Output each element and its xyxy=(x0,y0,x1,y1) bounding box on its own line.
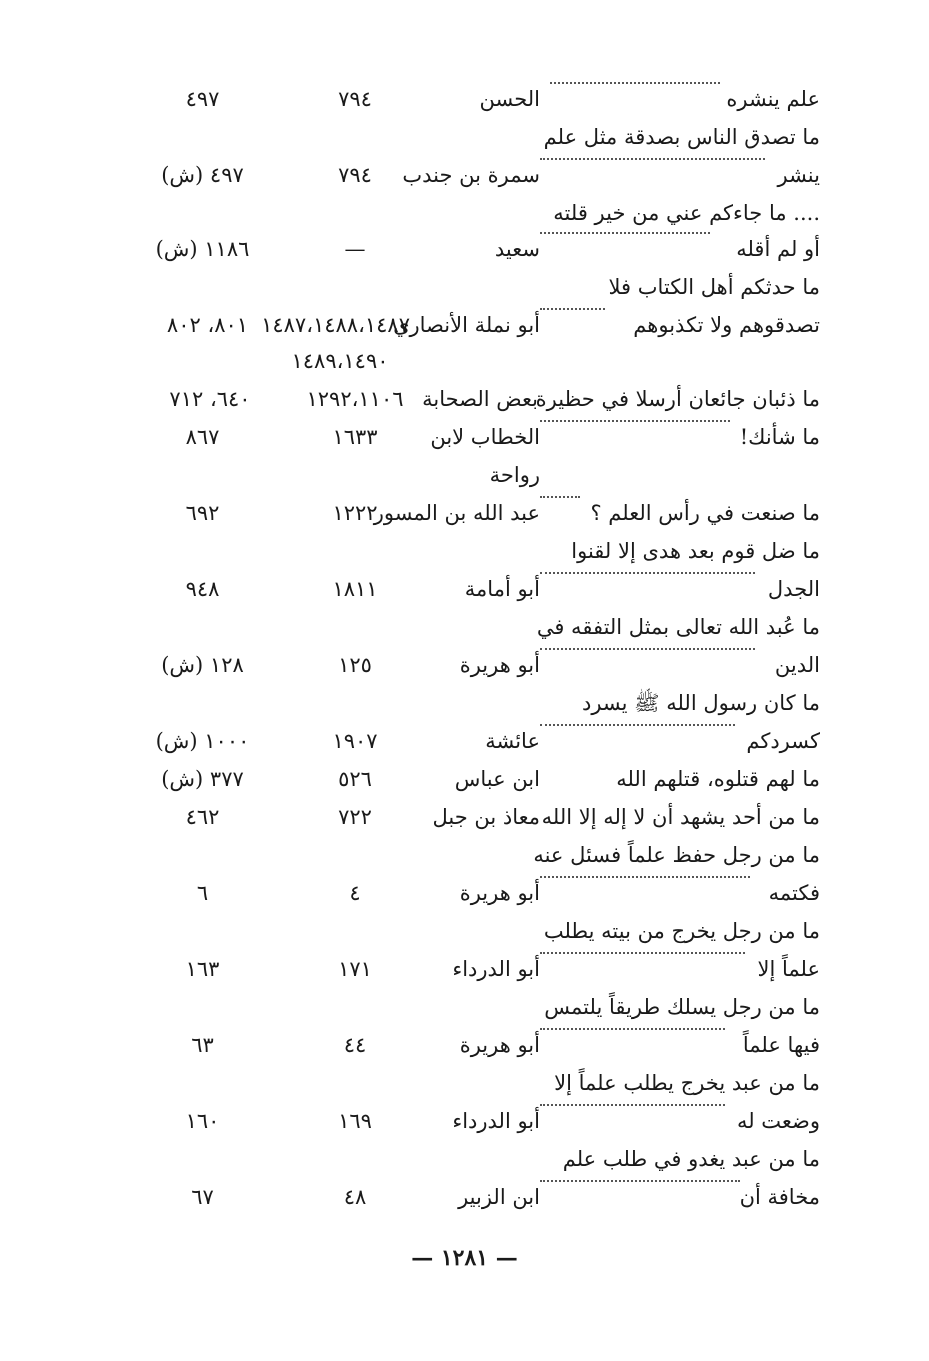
hadith-number: ١٢٢٢ xyxy=(332,501,378,525)
leader-dots xyxy=(540,496,580,498)
leader-dots xyxy=(540,308,605,310)
index-line xyxy=(140,686,820,720)
narrator: أبو الدرداء xyxy=(452,957,540,981)
hadith-number: ١٢٩٢،١١٠٦ xyxy=(306,387,404,411)
leader-dots xyxy=(550,82,720,84)
entry-text: أو لم أقله xyxy=(736,237,820,261)
index-line xyxy=(140,1104,820,1138)
index-line xyxy=(140,572,820,606)
narrator: ابن الزبير xyxy=(458,1185,540,1209)
page-number: ١١٨٦ (ش) xyxy=(155,237,250,261)
hadith-number: ١٤٨٧،١٤٨٨،١٤٨٧ xyxy=(261,313,410,337)
narrator: ابن عباس xyxy=(454,767,540,791)
index-line xyxy=(140,232,820,266)
entry-text: ما لهم قتلوه، قتلهم الله xyxy=(616,767,820,791)
entry-text: .... ما جاءكم عني من خير قلته xyxy=(553,201,820,225)
index-line xyxy=(140,952,820,986)
index-line xyxy=(140,120,820,154)
hadith-number: ١٢٥ xyxy=(338,653,372,677)
narrator: سعيد xyxy=(494,237,540,261)
narrator: بعض الصحابة xyxy=(422,387,538,411)
page-number: ٨٦٧ xyxy=(185,425,220,449)
hadith-number: ٥٢٦ xyxy=(338,767,372,791)
entry-text: الجدل xyxy=(767,577,820,601)
page-number: ٨٠١، ٨٠٢ xyxy=(166,313,249,337)
hadith-number: ١٤٨٩،١٤٩٠ xyxy=(291,349,389,373)
entry-text: الدين xyxy=(774,653,820,677)
index-line xyxy=(140,496,820,530)
entry-text: ما تصدق الناس بصدقة مثل علم xyxy=(543,125,820,149)
entry-text: ما من رجل حفظ علماً فسئل عنه xyxy=(533,843,820,867)
hadith-number: ٧٩٤ xyxy=(338,87,372,111)
page-number: ١٠٠٠ (ش) xyxy=(155,729,250,753)
page-number: ١٢٨ (ش) xyxy=(161,653,244,677)
leader-dots xyxy=(540,158,765,160)
page-number: ٦٣ xyxy=(191,1033,214,1057)
hadith-number: ١٩٠٧ xyxy=(332,729,378,753)
index-line xyxy=(140,990,820,1024)
leader-dots xyxy=(540,1104,725,1106)
leader-dots xyxy=(540,1028,725,1030)
index-line xyxy=(140,270,820,304)
index-line xyxy=(140,838,820,872)
page-number: ١٦٠ xyxy=(185,1109,220,1133)
page-number: ٦ xyxy=(196,881,209,905)
entry-text: ينشر xyxy=(777,163,820,187)
index-line xyxy=(140,1028,820,1062)
index-line xyxy=(140,914,820,948)
page-number: ٦٩٢ xyxy=(185,501,220,525)
leader-dots xyxy=(540,876,750,878)
entry-text: ما عُبد الله تعالى بمثل التفقه في xyxy=(536,615,820,639)
entry-text: ما شأنك! xyxy=(739,425,820,449)
narrator: أبو هريرة xyxy=(459,881,540,905)
index-line xyxy=(140,648,820,682)
hadith-number: ١٧١ xyxy=(338,957,372,981)
page-number: ٤٦٢ xyxy=(185,805,220,829)
entry-text: فيها علماً xyxy=(742,1033,820,1057)
index-line xyxy=(140,610,820,644)
narrator: عائشة xyxy=(485,729,540,753)
index-line xyxy=(140,344,820,378)
narrator: أبو أمامة xyxy=(464,577,540,601)
page-number: ٣٧٧ (ش) xyxy=(161,767,244,791)
narrator: أبو الدرداء xyxy=(452,1109,540,1133)
narrator: أبو هريرة xyxy=(459,1033,540,1057)
narrator: الحسن xyxy=(479,87,540,111)
narrator: معاذ بن جبل xyxy=(432,805,540,829)
entry-text: ما من أحد يشهد أن لا إله إلا الله xyxy=(541,805,820,829)
entry-text: ما ذئبان جائعان أرسلا في حظيرة xyxy=(535,387,820,411)
leader-dots xyxy=(540,1180,740,1182)
page-number: ٦٤٠، ٧١٢ xyxy=(169,387,251,411)
index-line xyxy=(140,800,820,834)
index-line xyxy=(140,382,820,416)
index-line xyxy=(140,158,820,192)
entry-text: ما من رجل يخرج من بيته يطلب xyxy=(543,919,820,943)
index-line xyxy=(140,876,820,910)
hadith-number: — xyxy=(344,237,366,261)
entry-text: ما حدثكم أهل الكتاب فلا xyxy=(608,275,820,299)
leader-dots xyxy=(540,420,730,422)
leader-dots xyxy=(540,952,745,954)
index-line xyxy=(140,420,820,454)
hadith-number: ٤٤ xyxy=(343,1033,367,1057)
index-line xyxy=(140,308,820,342)
page-number: ٤٩٧ (ش) xyxy=(161,163,244,187)
hadith-number: ١٦٩ xyxy=(338,1109,372,1133)
narrator: الخطاب لابن xyxy=(430,425,540,449)
entry-text: تصدقوهم ولا تكذبوهم xyxy=(633,313,820,337)
entry-text: وضعت له xyxy=(736,1109,820,1133)
index-line xyxy=(140,1180,820,1214)
hadith-number: ١٦٣٣ xyxy=(332,425,378,449)
leader-dots xyxy=(540,572,755,574)
index-line xyxy=(140,82,820,116)
entry-text: علم ينشره xyxy=(726,87,820,111)
entry-text: ما من عبد يغدو في طلب علم xyxy=(562,1147,820,1171)
hadith-number: ٤٨ xyxy=(343,1185,367,1209)
hadith-number: ١٨١١ xyxy=(332,577,378,601)
entry-text: ما من عبد يخرج يطلب علماً إلا xyxy=(554,1071,820,1095)
index-line xyxy=(140,196,820,230)
entry-text: ما ضل قوم بعد هدى إلا لقنوا xyxy=(571,539,820,563)
leader-dots xyxy=(540,232,710,234)
page-number: ٩٤٨ xyxy=(185,577,220,601)
entry-text: كسردكم xyxy=(746,729,820,753)
index-line xyxy=(140,762,820,796)
page-number: ٦٧ xyxy=(191,1185,214,1209)
leader-dots xyxy=(540,724,735,726)
entry-text: مخافة أن xyxy=(739,1185,820,1209)
index-line xyxy=(140,534,820,568)
narrator: سمرة بن جندب xyxy=(402,163,540,187)
page-number: ٤٩٧ xyxy=(185,87,220,111)
hadith-number: ٧٩٤ xyxy=(338,163,372,187)
leader-dots xyxy=(540,648,755,650)
index-line xyxy=(140,458,820,492)
narrator-continuation: رواحة xyxy=(489,463,540,487)
footer-page-number: — ١٢٨١ — xyxy=(411,1245,518,1271)
entry-text: فكتمه xyxy=(768,881,820,905)
index-line xyxy=(140,724,820,758)
index-line xyxy=(140,1142,820,1176)
entry-text: علماً إلا xyxy=(757,957,820,981)
narrator: أبو نملة الأنصاري xyxy=(393,313,540,337)
page-number: ١٦٣ xyxy=(185,957,220,981)
entry-text: ما صنعت في رأس العلم ؟ xyxy=(590,501,820,525)
narrator: عبد الله بن المسور xyxy=(373,501,540,525)
hadith-number: ٧٢٢ xyxy=(338,805,372,829)
entry-text: ما كان رسول الله ﷺ يسرد xyxy=(581,691,820,715)
narrator: أبو هريرة xyxy=(459,653,540,677)
entry-text: ما من رجل يسلك طريقاً يلتمس xyxy=(544,995,820,1019)
hadith-number: ٤ xyxy=(349,881,361,905)
index-line xyxy=(140,1066,820,1100)
